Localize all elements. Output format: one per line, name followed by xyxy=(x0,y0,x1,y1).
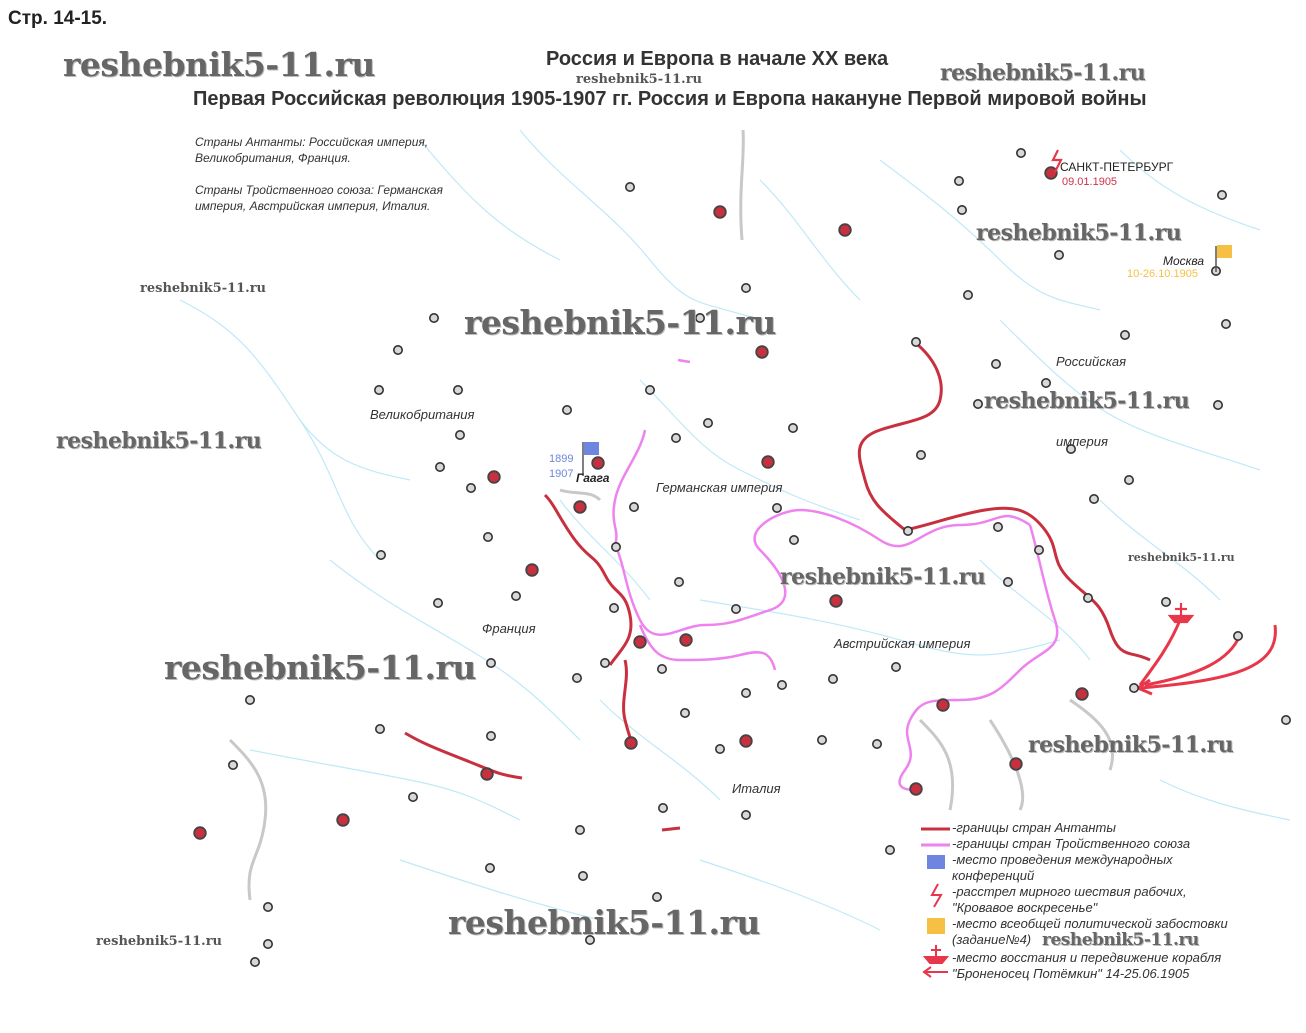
town-dot xyxy=(778,681,786,689)
major-city-dot xyxy=(910,783,922,795)
town-dot xyxy=(377,551,385,559)
town-dot xyxy=(456,431,464,439)
watermark: reshebnik5-11.ru xyxy=(448,903,760,942)
watermark: reshebnik5-11.ru xyxy=(940,60,1146,86)
potemkin-arrow xyxy=(1140,620,1180,685)
hague-year: 1899 xyxy=(549,453,574,465)
town-dot xyxy=(1121,331,1129,339)
major-city-dot xyxy=(1010,758,1022,770)
town-dot xyxy=(229,761,237,769)
town-dot xyxy=(716,745,724,753)
town-dot xyxy=(434,599,442,607)
town-dot xyxy=(1130,684,1138,692)
town-dot xyxy=(1234,632,1242,640)
major-city-dot xyxy=(481,768,493,780)
country-label-britain: Великобритания xyxy=(370,407,475,422)
entente-border xyxy=(624,660,631,742)
river xyxy=(300,420,410,480)
major-city-dot xyxy=(194,827,206,839)
town-dot xyxy=(436,463,444,471)
town-dot xyxy=(1282,716,1290,724)
triple-border xyxy=(678,360,690,362)
legend-blue-flag-icon xyxy=(927,855,945,869)
grey-line xyxy=(560,490,600,500)
major-city-dot xyxy=(526,564,538,576)
town-dot xyxy=(251,958,259,966)
major-city-dot xyxy=(937,699,949,711)
town-dot xyxy=(994,523,1002,531)
town-dot xyxy=(904,527,912,535)
major-city-dot xyxy=(839,224,851,236)
town-dot xyxy=(955,177,963,185)
town-dot xyxy=(892,663,900,671)
town-dot xyxy=(467,484,475,492)
major-city-dot xyxy=(1076,688,1088,700)
town-dot xyxy=(376,725,384,733)
town-dot xyxy=(487,659,495,667)
watermark: reshebnik5-11.ru xyxy=(1128,551,1235,564)
town-dot xyxy=(742,689,750,697)
city-label-moscow: Москва xyxy=(1163,254,1205,268)
town-dot xyxy=(659,804,667,812)
town-dot xyxy=(653,893,661,901)
river xyxy=(760,180,860,300)
date-bloody-sunday: 09.01.1905 xyxy=(1062,176,1118,188)
town-dot xyxy=(681,709,689,717)
town-dot xyxy=(484,533,492,541)
town-dot xyxy=(773,504,781,512)
date-moscow-strike: 10-26.10.1905 xyxy=(1127,268,1198,280)
town-dot xyxy=(1214,401,1222,409)
town-dot xyxy=(264,903,272,911)
town-dot xyxy=(573,674,581,682)
major-city-dot xyxy=(1045,167,1057,179)
town-dot xyxy=(974,400,982,408)
city-label-hague: Гаага xyxy=(576,471,610,485)
town-dot xyxy=(1222,320,1230,328)
legend-line: -место проведения международных xyxy=(952,852,1173,867)
triple-note-line: империя, Австрийская империя, Италия. xyxy=(195,199,431,213)
ship-anchor-icon xyxy=(1170,603,1192,622)
town-dot xyxy=(430,314,438,322)
entente-border xyxy=(545,495,631,665)
legend-arrow-icon xyxy=(924,967,948,977)
potemkin-route xyxy=(1138,620,1275,694)
town-dot xyxy=(375,386,383,394)
river xyxy=(600,700,720,800)
legend-symbols xyxy=(921,829,950,977)
town-dot xyxy=(675,578,683,586)
town-dot xyxy=(1084,594,1092,602)
page-label: Стр. 14-15. xyxy=(8,8,108,29)
map-subtitle: Первая Российская революция 1905-1907 гг. Россия и Европа накануне Первой мировой войны xyxy=(193,88,1147,110)
grey-line xyxy=(920,720,953,810)
legend-line: "Броненосец Потёмкин" 14-25.06.1905 xyxy=(952,966,1190,981)
river xyxy=(1100,500,1220,600)
entente-note xyxy=(195,134,428,166)
town-dot xyxy=(409,793,417,801)
country-label-france: Франция xyxy=(482,621,536,636)
country-label-russia-line1: Российская xyxy=(1056,354,1127,369)
town-dot xyxy=(742,284,750,292)
river xyxy=(640,380,860,520)
major-city-dot xyxy=(680,634,692,646)
major-city-dot xyxy=(830,595,842,607)
town-dot xyxy=(829,675,837,683)
entente-border xyxy=(662,828,680,830)
major-city-dot xyxy=(740,735,752,747)
major-city-dot xyxy=(762,456,774,468)
entente-border xyxy=(859,345,941,530)
legend-line: конференций xyxy=(952,868,1035,883)
town-dot xyxy=(563,406,571,414)
legend-line: -место восстания и передвижение корабля xyxy=(952,950,1222,965)
town-dot xyxy=(576,826,584,834)
town-dot xyxy=(626,183,634,191)
town-dot xyxy=(487,732,495,740)
town-dot xyxy=(873,740,881,748)
legend-ship-icon xyxy=(925,945,947,963)
town-dot xyxy=(742,811,750,819)
town-dot xyxy=(1125,476,1133,484)
legend-line: "Кровавое воскресенье" xyxy=(952,900,1098,915)
watermark: reshebnik5-11.ru xyxy=(984,388,1190,414)
major-city-dot xyxy=(756,346,768,358)
town-dot xyxy=(658,665,666,673)
legend-bloody-sunday-label xyxy=(952,884,1187,916)
town-dot xyxy=(1017,149,1025,157)
river xyxy=(980,560,1090,660)
watermark: reshebnik5-11.ru xyxy=(780,564,986,590)
watermark: reshebnik5-11.ru xyxy=(140,281,267,296)
town-dot xyxy=(601,659,609,667)
town-dot xyxy=(394,346,402,354)
town-dot xyxy=(612,543,620,551)
town-dot xyxy=(992,360,1000,368)
entente-note-line: Страны Антанты: Российская империя, xyxy=(195,135,429,149)
town-dot xyxy=(704,419,712,427)
town-dot xyxy=(1035,546,1043,554)
legend-lightning-icon xyxy=(932,884,941,907)
major-city-dot xyxy=(574,501,586,513)
country-label-russia-line2: империя xyxy=(1056,434,1108,449)
legend-triple-label: -границы стран Тройственного союза xyxy=(952,836,1191,851)
legend-potemkin-label xyxy=(952,950,1221,982)
major-city-dot xyxy=(625,737,637,749)
major-city-dot xyxy=(634,636,646,648)
town-dot xyxy=(958,206,966,214)
hague-year: 1907 xyxy=(549,468,574,480)
watermark: reshebnik5-11.ru xyxy=(96,934,223,949)
town-dot xyxy=(790,536,798,544)
town-dot xyxy=(1004,578,1012,586)
river xyxy=(520,130,760,320)
town-dot xyxy=(818,736,826,744)
town-dot xyxy=(672,434,680,442)
triple-note-line: Страны Тройственного союза: Германская xyxy=(195,183,443,197)
town-dot xyxy=(646,386,654,394)
town-dot xyxy=(1162,598,1170,606)
watermark: reshebnik5-11.ru xyxy=(1028,732,1234,758)
major-city-dot xyxy=(714,206,726,218)
entente-border xyxy=(405,733,522,778)
country-label-germany: Германская империя xyxy=(656,480,783,495)
town-dot xyxy=(912,338,920,346)
hague-years xyxy=(549,452,573,482)
major-city-dot xyxy=(337,814,349,826)
country-label-italy: Италия xyxy=(732,781,781,796)
legend-yellow-flag-icon xyxy=(927,918,945,934)
legend-conference-label xyxy=(952,852,1173,884)
town-dot xyxy=(732,605,740,613)
legend-entente-label: -границы стран Антанты xyxy=(952,820,1116,835)
triple-border xyxy=(614,430,645,545)
watermark: reshebnik5-11.ru xyxy=(576,72,703,87)
river xyxy=(1160,780,1290,820)
town-dot xyxy=(610,604,618,612)
watermark: reshebnik5-11.ru xyxy=(63,45,375,84)
town-dot xyxy=(1042,379,1050,387)
major-city-dot xyxy=(592,457,604,469)
town-dot xyxy=(1218,191,1226,199)
town-dot xyxy=(512,592,520,600)
legend-line: -место всеобщей политической забостовки xyxy=(952,916,1228,931)
town-dot xyxy=(1055,251,1063,259)
legend-line: -расстрел мирного шествия рабочих, xyxy=(952,884,1187,899)
watermark: reshebnik5-11.ru xyxy=(164,648,476,687)
major-city-dot xyxy=(488,471,500,483)
town-dot xyxy=(1090,495,1098,503)
town-dot xyxy=(579,872,587,880)
town-dot xyxy=(486,864,494,872)
town-dot xyxy=(789,424,797,432)
legend-line: (задание№4) xyxy=(952,932,1032,947)
rivers xyxy=(180,130,1290,930)
grey-line xyxy=(741,130,744,240)
town-dot xyxy=(246,696,254,704)
city-label-st-petersburg: САНКТ-ПЕТЕРБУРГ xyxy=(1060,160,1174,174)
country-label-austria: Австрийская империя xyxy=(834,636,971,651)
entente-note-line: Великобритания, Франция. xyxy=(195,151,351,165)
town-dot xyxy=(264,940,272,948)
town-dot xyxy=(917,451,925,459)
map-title: Россия и Европа в начале XX века xyxy=(546,48,889,70)
river xyxy=(250,750,520,820)
watermark: reshebnik5-11.ru xyxy=(1042,930,1199,950)
watermark: reshebnik5-11.ru xyxy=(464,303,776,342)
town-dot xyxy=(964,291,972,299)
town-dot xyxy=(886,846,894,854)
triple-border xyxy=(640,625,775,670)
watermark: reshebnik5-11.ru xyxy=(56,428,262,454)
town-dot xyxy=(630,503,638,511)
triple-note xyxy=(195,182,443,214)
town-dot xyxy=(454,386,462,394)
watermark: reshebnik5-11.ru xyxy=(976,220,1182,246)
river xyxy=(560,500,650,600)
